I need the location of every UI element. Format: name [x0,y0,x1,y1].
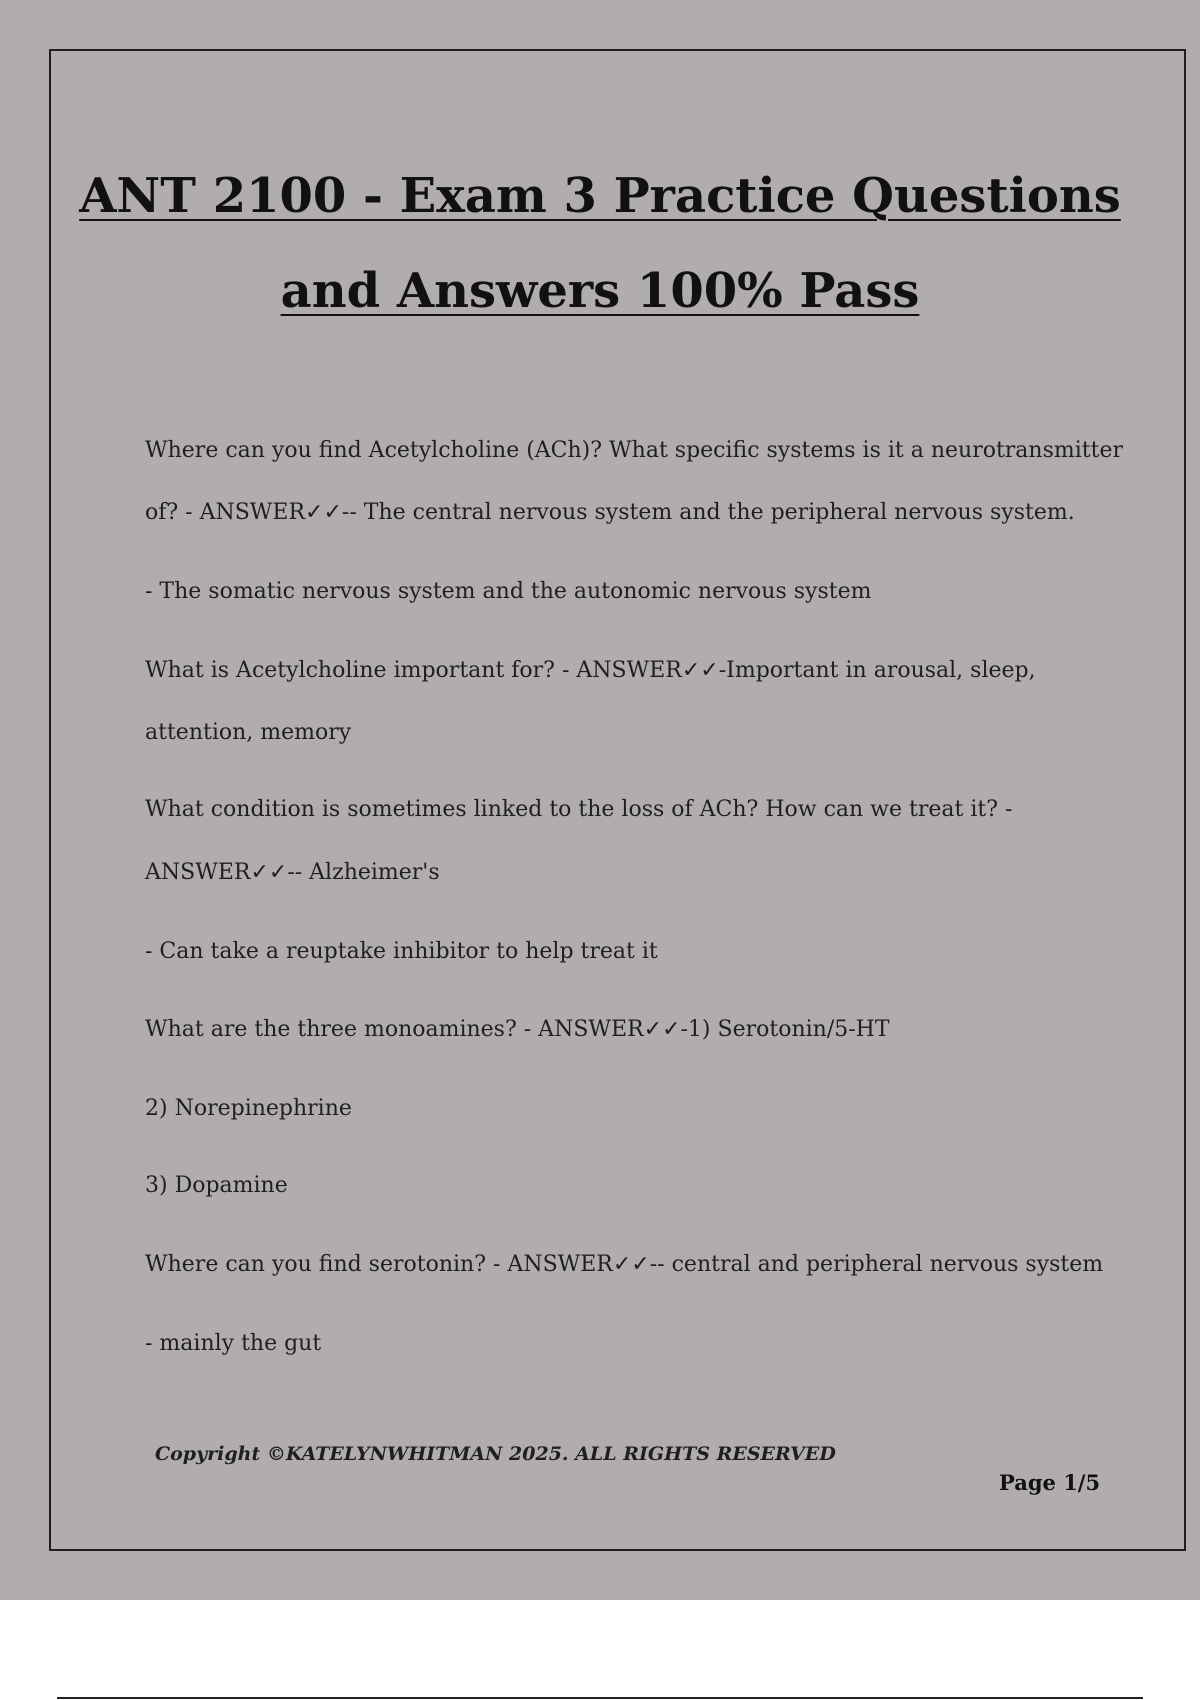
answer-line: - Can take a reuptake inhibitor to help treat it [145,939,658,964]
answer-line: - The somatic nervous system and the autonomic nervous system [145,579,872,604]
question-line: What are the three monoamines? - ANSWER✓✓-1) Serotonin/5-HT [145,1017,890,1042]
question-line: What is Acetylcholine important for? - ANSWER✓✓-Important in arousal, sleep, [145,658,1036,683]
answer-line: 3) Dopamine [145,1173,288,1198]
answer-line: 2) Norepinephrine [145,1096,352,1121]
question-line: Where can you find serotonin? - ANSWER✓✓-- central and peripheral nervous system [145,1252,1104,1277]
answer-line: - mainly the gut [145,1331,322,1356]
question-line: Where can you find Acetylcholine (ACh)? What specific systems is it a neurotransmitter [145,438,1124,463]
answer-line: ANSWER✓✓-- Alzheimer's [145,860,440,885]
answer-line: attention, memory [145,720,352,745]
next-page-rule [57,1697,1143,1699]
answer-line: of? - ANSWER✓✓-- The central nervous system and the peripheral nervous system. [145,500,1075,525]
document-title-line-2: and Answers 100% Pass [280,263,920,319]
question-line: What condition is sometimes linked to the loss of ACh? How can we treat it? - [145,797,1013,822]
page-number: Page 1/5 [999,1470,1101,1495]
copyright-notice: Copyright ©KATELYNWHITMAN 2025. ALL RIGHTS RESERVED [155,1443,836,1465]
document-title-line-1: ANT 2100 - Exam 3 Practice Questions [79,168,1121,224]
